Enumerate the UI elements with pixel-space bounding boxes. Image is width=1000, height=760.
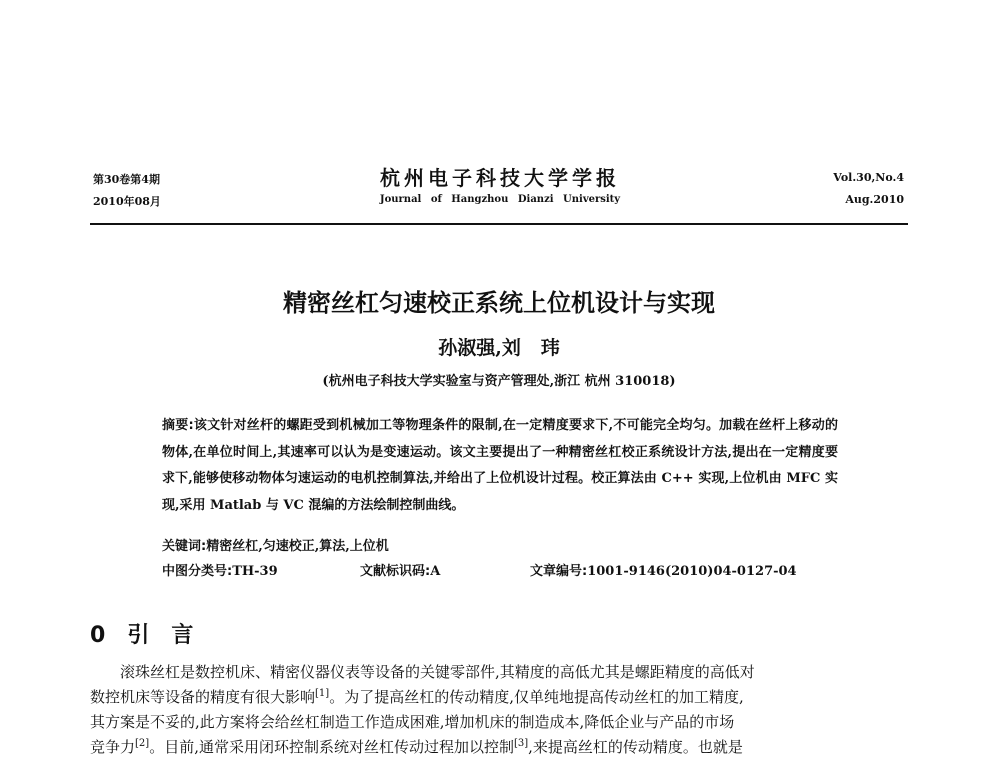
body-text: 。目前,通常采用闭环控制系统对丝杠传动过程加以控制	[149, 738, 514, 756]
body-line: 其方案是不妥的,此方案将会给丝杠制造工作造成困难,增加机床的制造成本,降低企业与产品的市场	[90, 713, 735, 731]
keywords-label: 关键词:	[162, 539, 207, 554]
body-text: 竞争力	[90, 738, 136, 756]
citation-ref[interactable]: [1]	[315, 688, 330, 699]
body-paragraph	[90, 660, 908, 760]
body-line	[90, 735, 908, 760]
section-title: 引言	[127, 623, 216, 648]
abstract-label: 摘要:	[162, 418, 194, 433]
journal-title-cn: 杭州电子科技大学学报	[380, 166, 620, 190]
issue-number: 第30卷第4期	[93, 173, 160, 186]
article-number-value: 1001-9146(2010)04-0127-04	[587, 564, 797, 579]
keywords-text: 精密丝杠,匀速校正,算法,上位机	[206, 539, 389, 554]
clc-label: 中图分类号:	[162, 564, 233, 579]
clc-number	[162, 560, 278, 579]
body-line	[90, 685, 908, 710]
body-line: 滚珠丝杠是数控机床、精密仪器仪表等设备的关键零部件,其精度的高低尤其是螺距精度的高低对	[120, 663, 755, 681]
abstract	[162, 413, 838, 519]
document-code	[360, 560, 440, 579]
issue-date-en: Aug.2010	[845, 193, 904, 206]
document-code-label: 文献标识码:	[360, 564, 431, 579]
article-number-label: 文章编号:	[530, 564, 588, 579]
issue-date: 2010年08月	[93, 195, 161, 208]
article-number	[530, 560, 797, 579]
citation-ref[interactable]: [3]	[513, 738, 529, 749]
citation-ref[interactable]: [2]	[135, 738, 150, 749]
section-heading	[90, 618, 215, 649]
paper-title: 精密丝杠匀速校正系统上位机设计与实现	[283, 289, 715, 317]
header-rule	[90, 223, 908, 225]
paper-affiliation: (杭州电子科技大学实验室与资产管理处,浙江 杭州 310018)	[322, 374, 676, 389]
document-code-value: A	[430, 564, 441, 579]
body-text: 。为了提高丝杠的传动精度,仅单纯地提高传动丝杠的加工精度,	[329, 688, 744, 706]
clc-value: TH-39	[232, 564, 278, 579]
keywords	[162, 535, 838, 554]
journal-title-en: Journal of Hangzhou Dianzi University	[379, 194, 621, 205]
volume-number: Vol.30,No.4	[833, 171, 904, 184]
paper-authors: 孙淑强,刘 玮	[438, 337, 560, 359]
body-text: ,来提高丝杠的传动精度。也就是	[528, 738, 743, 756]
body-text: 数控机床等设备的精度有很大影响	[90, 688, 316, 706]
section-number: 0	[90, 623, 106, 648]
abstract-text: 该文针对丝杆的螺距受到机械加工等物理条件的限制,在一定精度要求下,不可能完全均匀。加载在丝杆上移动的物体,在单位时间上,其速率可以认为是变速运动。该文主要提出了一种精密丝杠校正系统设计方法,提出在一定精度要求下,能够使移动物体匀速运动的电机控制算法,并给出了上位机设计过程。校正算法由 C++ 实现,上位机由 MFC 实现,采用 Matlab 与 VC 混编的方法绘制控制曲线。	[162, 418, 838, 513]
